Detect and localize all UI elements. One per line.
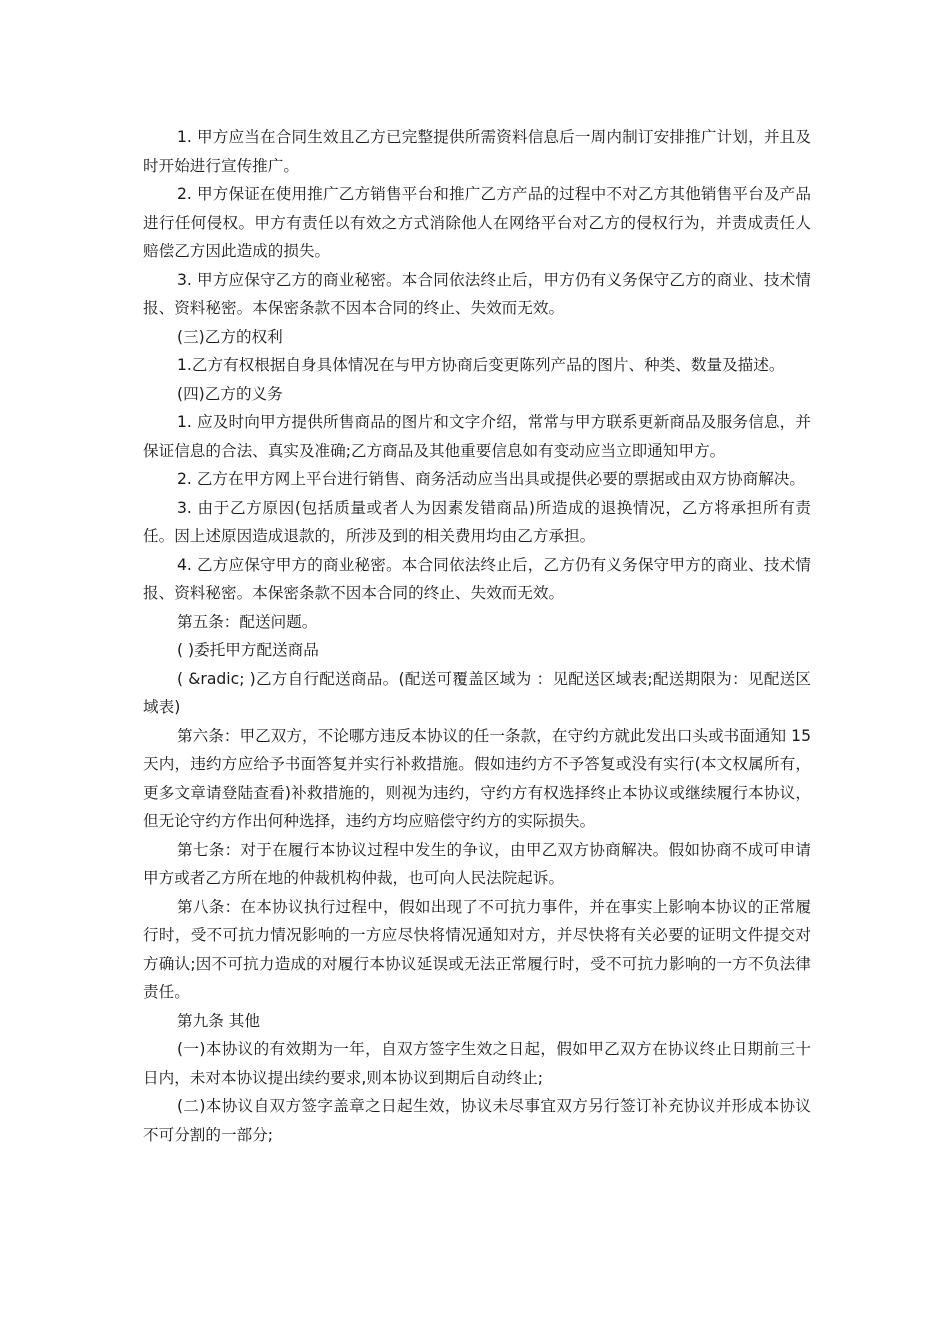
delivery-option-party-b: ( &radic; )乙方自行配送商品。(配送可覆盖区域为 ：见配送区域表;配送期限为：见配送区域表) [143, 669, 811, 716]
article-6-breach: 第六条：甲乙双方，不论哪方违反本协议的任一条款，在守约方就此发出口头或书面通知 15 天内，违约方应给予书面答复并实行补救措施。假如违约方不予答复或没有实行(本文权属所有，更多文章请登陆查看)补救措施的，则视为违约，守约方有权选择终止本协议或继续履行本协议，但无论守约方作出何种选择，违约方均应赔偿守约方的实际损失。 [143, 726, 811, 830]
clause-term-validity: (一)本协议的有效期为一年，自双方签字生效之日起，假如甲乙双方在协议终止日期前三十日内，未对本协议提出续约要求,则本协议到期后自动终止; [143, 1040, 811, 1087]
clause-party-a-confidentiality: 3. 甲方应保守乙方的商业秘密。本合同依法终止后，甲方仍有义务保守乙方的商业、技术情报、资料秘密。本保密条款不因本合同的终止、失效而无效。 [143, 270, 811, 317]
clause-party-b-right-change-products: 1.乙方有权根据自身具体情况在与甲方协商后变更陈列产品的图片、种类、数量及描述。 [177, 356, 785, 374]
article-7-disputes: 第七条：对于在履行本协议过程中发生的争议，由甲乙双方协商解决。假如协商不成可申请甲方或者乙方所在地的仲裁机构仲裁，也可向人民法院起诉。 [143, 840, 811, 887]
clause-party-b-provide-info: 1. 应及时向甲方提供所售商品的图片和文字介绍，常常与甲方联系更新商品及服务信息，并保证信息的合法、真实及准确;乙方商品及其他重要信息如有变动应当立即通知甲方。 [143, 413, 811, 460]
article-5-heading: 第五条：配送问题。 [177, 612, 318, 631]
article-8-force-majeure: 第八条：在本协议执行过程中，假如出现了不可抗力事件，并在事实上影响本协议的正常履行时，受不可抗力情况影响的一方应尽快将情况通知对方，并尽快将有关必要的证明文件提交对方确认;因不可抗力造成的对履行本协议延误或无法正常履行时，受不可抗力影响的一方不负法律责任。 [143, 897, 811, 1001]
clause-party-b-confidentiality: 4. 乙方应保守甲方的商业秘密。本合同依法终止后，乙方仍有义务保守甲方的商业、技术情报、资料秘密。本保密条款不因本合同的终止、失效而无效。 [143, 555, 811, 602]
clause-party-a-no-infringement: 2. 甲方保证在使用推广乙方销售平台和推广乙方产品的过程中不对乙方其他销售平台及产品进行任何侵权。甲方有责任以有效之方式消除他人在网络平台对乙方的侵权行为，并责成责任人赔偿乙方因此造成的损失。 [143, 185, 811, 260]
clause-effective-supplement: (二)本协议自双方签字盖章之日起生效，协议未尽事宜双方另行签订补充协议并形成本协议不可分割的一部分; [143, 1097, 811, 1144]
section-heading-party-b-rights: (三)乙方的权利 [177, 327, 283, 346]
document-body [143, 123, 811, 1149]
article-9-heading: 第九条 其他 [177, 1011, 260, 1030]
clause-party-b-invoices: 2. 乙方在甲方网上平台进行销售、商务活动应当出具或提供必要的票据或由双方协商解决。 [177, 470, 805, 488]
clause-party-b-returns: 3. 由于乙方原因(包括质量或者人为因素发错商品)所造成的退换情况，乙方将承担所有责任。因上述原因造成退款的，所涉及到的相关费用均由乙方承担。 [143, 498, 811, 545]
clause-party-a-plan: 1. 甲方应当在合同生效且乙方已完整提供所需资料信息后一周内制订安排推广计划，并且及时开始进行宣传推广。 [143, 128, 811, 175]
section-heading-party-b-obligations: (四)乙方的义务 [177, 384, 283, 403]
delivery-option-party-a: ( )委托甲方配送商品 [177, 641, 319, 659]
